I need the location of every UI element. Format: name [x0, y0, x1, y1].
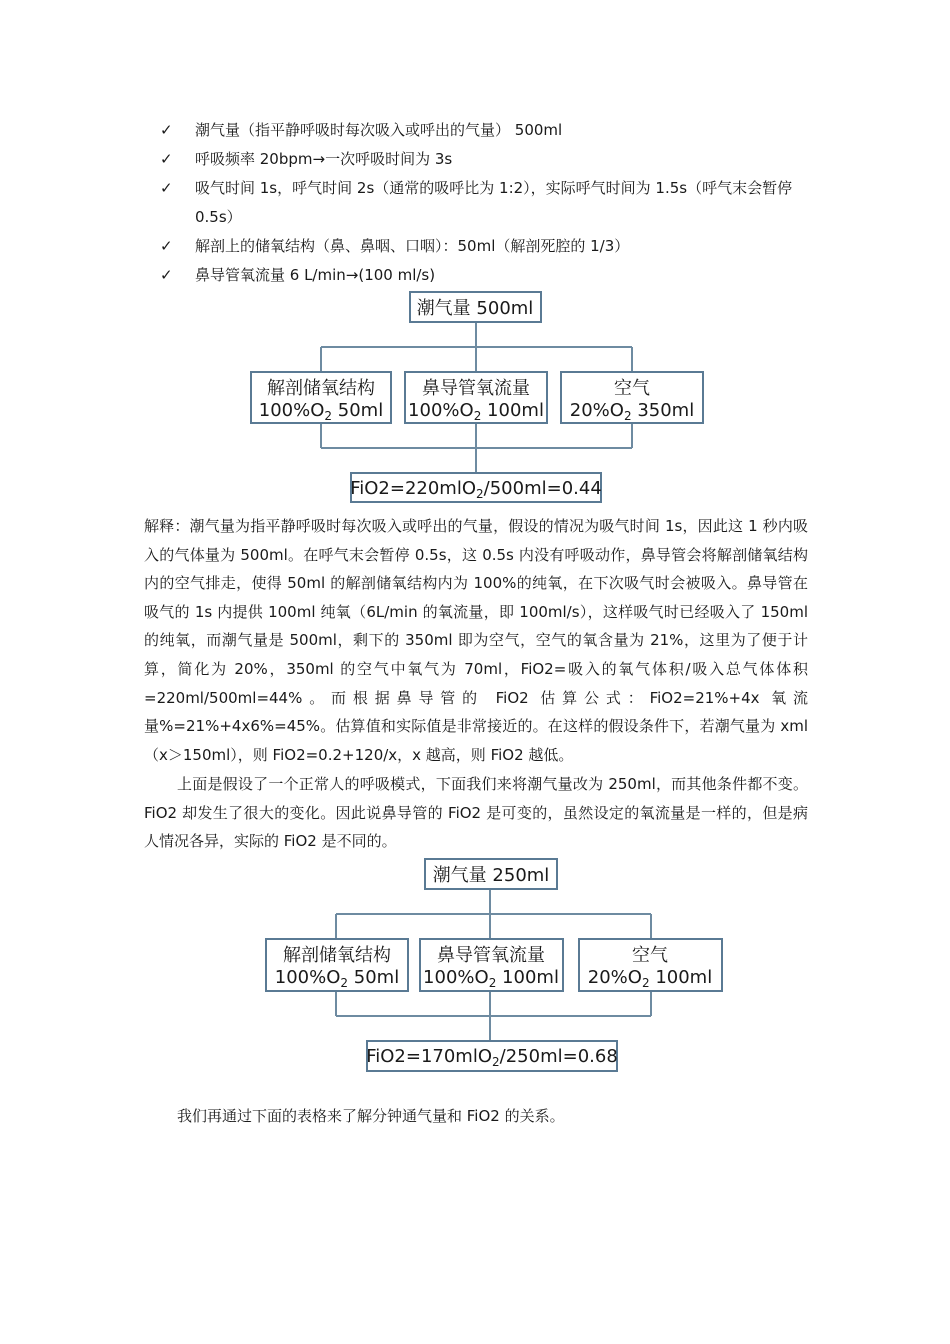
box-value: $20\%O_2$ 350ml	[569, 400, 695, 423]
box-value: $100\%O_2$ 100ml	[423, 967, 559, 990]
checkmark-icon: ✓	[160, 121, 173, 139]
box-title: 鼻导管氧流量	[437, 945, 545, 966]
checkmark-icon: ✓	[160, 266, 173, 284]
comparison-paragraph: 上面是假设了一个正常人的呼吸模式，下面我们来将潮气量改为 250ml，而其他条件都不变。FiO2 却发生了很大的变化。因此说鼻导管的 FiO2 是可变的，虽然设定的氧流量是一样的，但是病人情况各异，实际的 FiO2 是不同的。	[144, 775, 808, 851]
fio2-result-label: FiO2=220mlO$_2$/500ml=0.44	[350, 478, 602, 501]
box-title: 解剖储氧结构	[283, 945, 391, 966]
list-item-text: 鼻导管氧流量 6 L/min→(100 ml/s)	[195, 266, 436, 284]
checkmark-icon: ✓	[160, 150, 173, 168]
box-value: $20\%O_2$ 100ml	[587, 967, 713, 990]
tidal-volume-label: 潮气量 500ml	[416, 298, 534, 319]
box-title: 解剖储氧结构	[267, 378, 375, 399]
tidal-volume-label: 潮气量 250ml	[432, 865, 550, 886]
box-title: 空气	[614, 378, 650, 399]
list-item-text: 解剖上的储氧结构（鼻、鼻咽、口咽）：50ml（解剖死腔的 1/3）	[195, 237, 630, 255]
table-intro-paragraph: 我们再通过下面的表格来了解分钟通气量和 FiO2 的关系。	[177, 1107, 565, 1125]
box-title: 空气	[632, 945, 668, 966]
box-value: $100\%O_2$ 50ml	[274, 967, 400, 990]
nasal-cannula-flow-box	[420, 939, 563, 991]
fio2-result-box	[366, 1041, 618, 1071]
fio2-result-label: FiO2=170mlO$_2$/250ml=0.68	[366, 1046, 618, 1069]
anatomic-reservoir-box	[266, 939, 408, 991]
list-item-text: 呼吸频率 20bpm→一次呼吸时间为 3s	[195, 150, 453, 168]
list-item-text: 吸气时间 1s，呼气时间 2s（通常的吸呼比为 1:2），实际呼气时间为 1.5s（呼气末会暂停 0.5s）	[195, 179, 793, 226]
tidal-volume-box	[425, 859, 557, 889]
air-box	[579, 939, 722, 991]
box-value: $100\%O_2$ 100ml	[408, 400, 544, 423]
box-title: 鼻导管氧流量	[422, 378, 530, 399]
explanation-paragraph: 解释：潮气量为指平静呼吸时每次吸入或呼出的气量，假设的情况为吸气时间 1s，因此这 1 秒内吸入的气体量为 500ml。在呼气末会暂停 0.5s，这 0.5s 内没有呼吸动作，鼻导管会将解剖储氧结构内的空气排走，使得 50ml 的解剖储氧结构内为 100%的纯氧，在下次吸气时会被吸入。鼻导管在吸气的 1s 内提供 100ml 纯氧（6L/min 的氧流量，即 100ml/s），这样吸气时已经吸入了 150ml 的纯氧，而潮气量是 500ml，剩下的 350ml 即为空气，空气的氧含量为 21%，这里为了便于计算，简化为 20%，350ml 的空气中氧气为 70ml，FiO2=吸入的氧气体积/吸入总气体体积=220ml/500ml=44%。而根据鼻导管的 FiO2 估算公式：FiO2=21%+4x 氧流量%=21%+4x6%=45%。估算值和实际值是非常接近的。在这样的假设条件下，若潮气量为 xml（x＞150ml），则 FiO2=0.2+120/x，x 越高，则 FiO2 越低。	[144, 517, 808, 764]
box-value: $100\%O_2$ 50ml	[258, 400, 384, 423]
checkmark-icon: ✓	[160, 237, 173, 255]
checkmark-icon: ✓	[160, 179, 173, 197]
list-item-text: 潮气量（指平静呼吸时每次吸入或呼出的气量） 500ml	[195, 121, 563, 139]
